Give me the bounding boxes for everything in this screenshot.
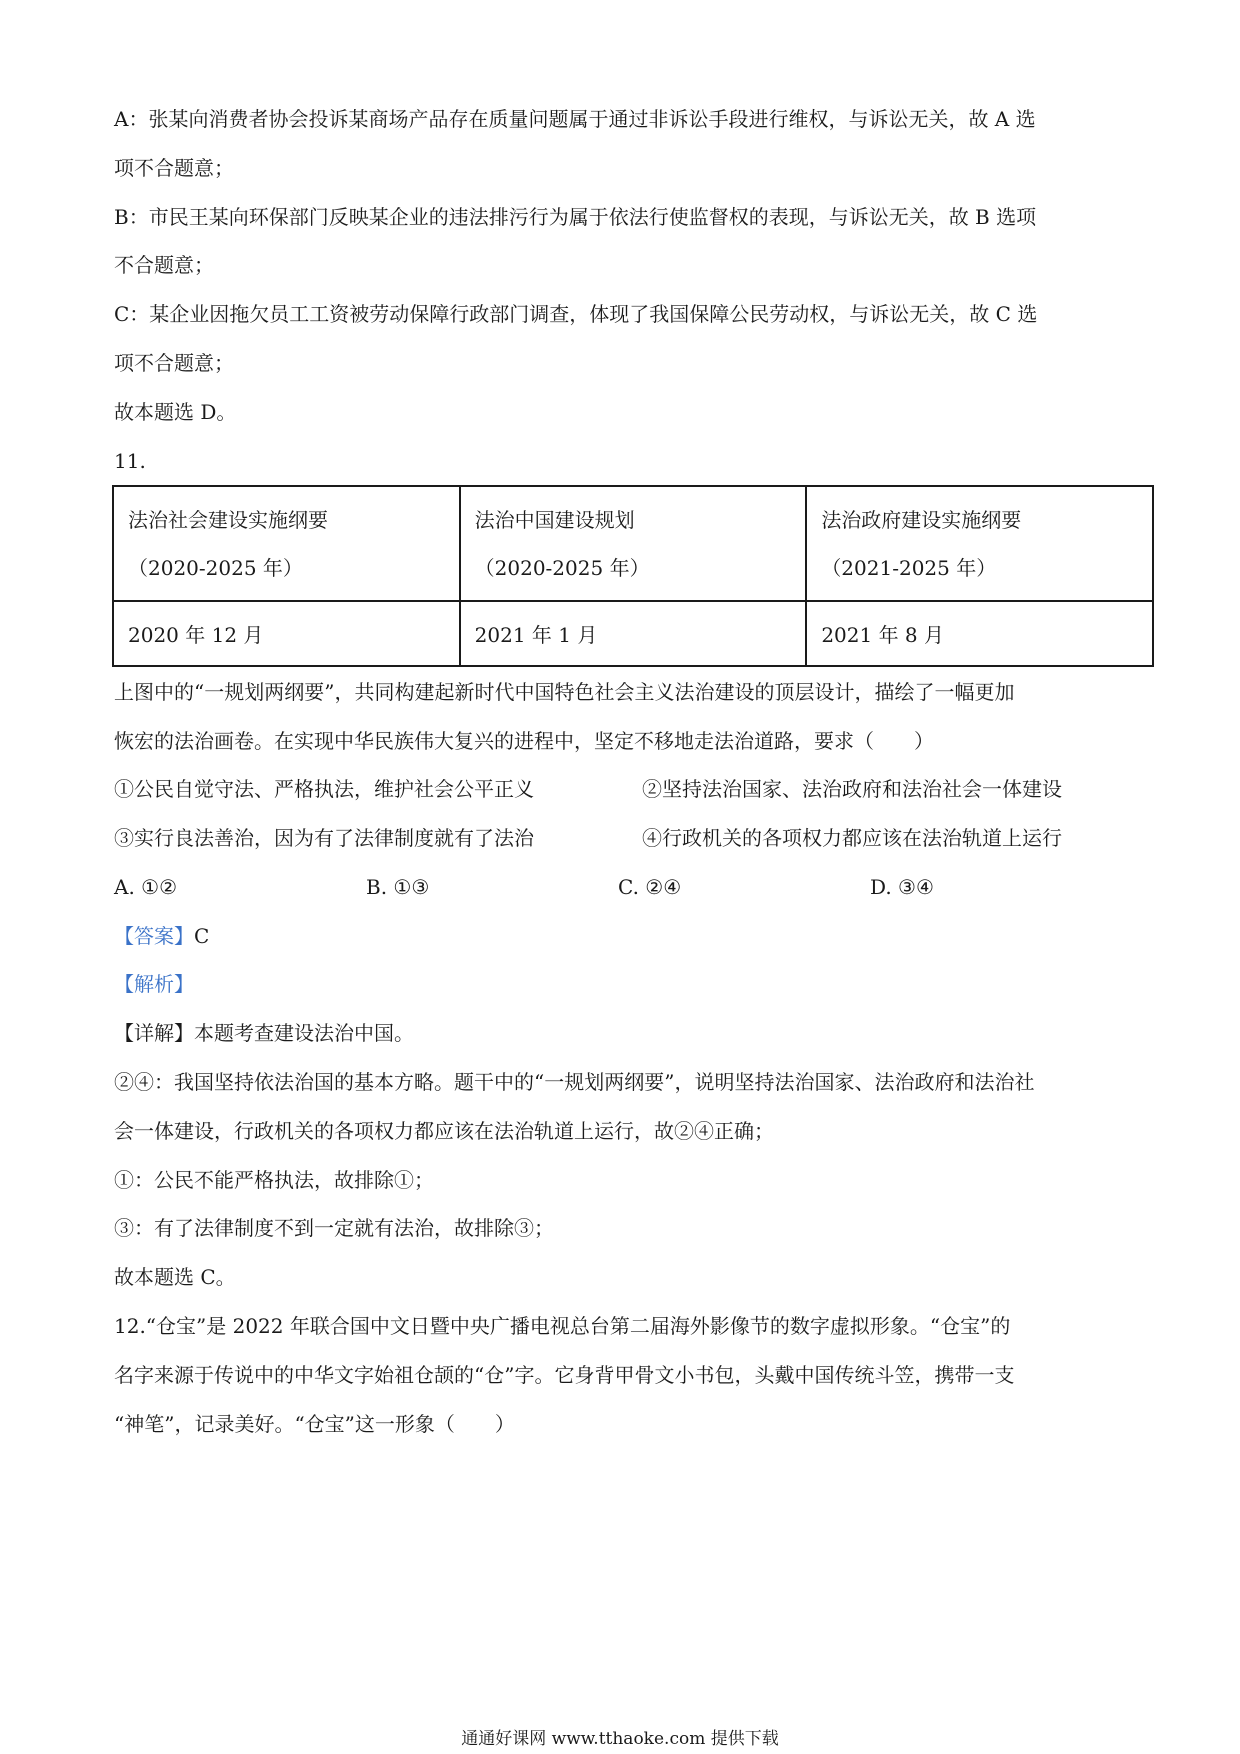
table-cell-date: 2021 年 1 月: [460, 601, 807, 666]
text-line: 名字来源于传说中的中华文字始祖仓颉的“仓”字。它身背甲骨文小书包，头戴中国传统斗笠，携带一支: [114, 1363, 1015, 1387]
table-cell: [806, 486, 1153, 601]
text-line: 恢宏的法治画卷。在实现中华民族伟大复兴的进程中，坚定不移地走法治道路，要求（ ）: [114, 729, 934, 753]
text-line: ①：公民不能严格执法，故排除①；: [114, 1168, 434, 1192]
option-d: D. ③④: [870, 875, 934, 899]
text-line: 故本题选 D。: [114, 400, 237, 424]
answer-tag: 【答案】: [114, 924, 194, 948]
cell-title: 法治社会建设实施纲要: [128, 507, 328, 532]
text-line: 会一体建设，行政机关的各项权力都应该在法治轨道上运行，故②④正确；: [114, 1119, 774, 1143]
table-cell: [460, 486, 807, 601]
answer-line: [114, 923, 209, 949]
text-line: 项不合题意；: [114, 156, 234, 180]
cell-title: 法治中国建设规划: [474, 507, 635, 532]
text-line: 项不合题意；: [114, 351, 234, 375]
text-line: C：某企业因拖欠员工工资被劳动保障行政部门调查，体现了我国保障公民劳动权，与诉讼无关，故 C 选: [114, 302, 1038, 326]
text-line: “神笔”，记录美好。“仓宝”这一形象（ ）: [114, 1412, 515, 1436]
table-row: [113, 601, 1153, 666]
text-line: 故本题选 C。: [114, 1265, 236, 1289]
text-line: 上图中的“一规划两纲要”，共同构建起新时代中国特色社会主义法治建设的顶层设计，描绘了一幅更加: [114, 680, 1015, 704]
statement-1: ①公民自觉守法、严格执法，维护社会公平正义: [114, 777, 534, 801]
answer-value: C: [194, 924, 210, 948]
cell-subtitle: （2021-2025 年）: [821, 555, 997, 580]
text-line: ③：有了法律制度不到一定就有法治，故排除③；: [114, 1216, 554, 1240]
page-footer: 通通好课网 www.tthaoke.com 提供下载: [461, 1729, 779, 1749]
cell-subtitle: （2020-2025 年）: [128, 555, 303, 580]
text-line: ②④：我国坚持依法治国的基本方略。题干中的“一规划两纲要”，说明坚持法治国家、法治政府和法治社: [114, 1070, 1035, 1094]
cell-subtitle: （2020-2025 年）: [474, 555, 650, 580]
text-line: B：市民王某向环保部门反映某企业的违法排污行为属于依法行使监督权的表现，与诉讼无关，故 B 选项: [114, 205, 1037, 229]
question-number: 11.: [114, 449, 146, 473]
cell-title: 法治政府建设实施纲要: [821, 507, 1022, 532]
statement-4: ④行政机关的各项权力都应该在法治轨道上运行: [642, 826, 1062, 850]
statement-3: ③实行良法善治，因为有了法律制度就有了法治: [114, 826, 534, 850]
text-line: 【详解】本题考查建设法治中国。: [114, 1021, 414, 1045]
analysis-tag: 【解析】: [114, 972, 194, 996]
text-line: 不合题意；: [114, 253, 214, 277]
statement-2: ②坚持法治国家、法治政府和法治社会一体建设: [642, 777, 1062, 801]
option-b: B. ①③: [366, 875, 430, 899]
table-cell-date: 2021 年 8 月: [806, 601, 1153, 666]
option-a: A. ①②: [114, 875, 178, 899]
text-line: A：张某向消费者协会投诉某商场产品存在质量问题属于通过非诉讼手段进行维权，与诉讼无关，故 A 选: [114, 107, 1036, 131]
table-cell-date: 2020 年 12 月: [113, 601, 460, 666]
option-c: C. ②④: [618, 875, 682, 899]
table-row: [113, 486, 1153, 601]
table-cell: [113, 486, 460, 601]
plans-table: [112, 485, 1154, 667]
question-12-line: 12.“仓宝”是 2022 年联合国中文日暨中央广播电视总台第二届海外影像节的数字虚拟形象。“仓宝”的: [114, 1314, 1011, 1338]
